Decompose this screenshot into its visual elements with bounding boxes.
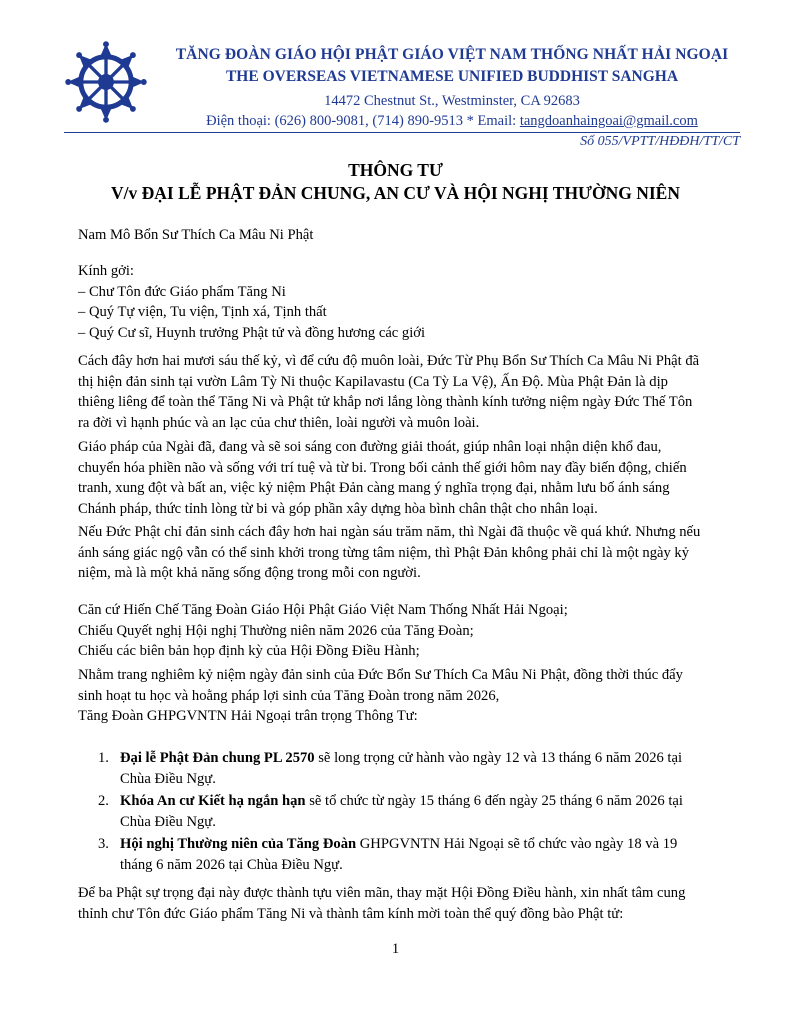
event-detail: sẽ tổ chức từ ngày 15 tháng 6 đến ngày 25 tháng 6 năm 2026 tại [305,793,683,809]
paragraph-line: Chánh pháp, thức tỉnh lòng từ bi và góp phần xây dựng hòa bình chân thật cho nhân loại. [78,500,598,517]
addressee-intro: Kính gởi: [78,263,134,279]
list-number: 1. [98,750,109,766]
paragraph-line: Nếu Đức Phật chỉ đản sinh cách đây hơn hai ngàn sáu trăm năm, thì Ngài đã thuộc về quá khứ. Nhưng nếu [78,524,701,540]
paragraph-3 [78,522,732,584]
event-detail: Chùa Điều Ngự. [120,770,216,787]
paragraph-line: ra đời vì hạnh phúc và an lạc của chư thiên, loài người và muôn loài. [78,414,480,431]
paragraph-line: Chiếu Quyết nghị Hội nghị Thường niên năm 2026 của Tăng Đoàn; [78,622,474,639]
event-detail: tháng 6 năm 2026 tại Chùa Điều Ngự. [120,856,343,873]
document-title: THÔNG TƯ [348,160,443,180]
paragraph-line: Cách đây hơn hai mươi sáu thế kỷ, vì để cứu độ muôn loài, Đức Từ Phụ Bổn Sư Thích Ca Mâu Ni Phật đã [78,353,700,369]
event-title: Khóa An cư Kiết hạ ngắn hạn [120,793,306,809]
list-number: 2. [98,793,109,809]
paragraph-1 [78,351,732,433]
list-item [78,748,732,789]
list-item [78,791,732,832]
phone-text: Điện thoại: (626) 800-9081, (714) 890-9513 * Email: [206,113,520,129]
header-divider [64,132,740,133]
paragraph-line: chuyển hóa phiền não và sống với trí tuệ và từ bi. Trong bối cảnh thế giới hôm nay đầy biến động, chiến [78,459,687,476]
paragraph-line: Để ba Phật sự trọng đại này được thành tựu viên mãn, thay mặt Hội Đồng Điều hành, xin nhất tâm cung [78,885,686,901]
greeting: Nam Mô Bổn Sư Thích Ca Mâu Ni Phật [78,227,314,243]
event-detail: Chùa Điều Ngự. [120,813,216,830]
paragraph-legal-basis [78,600,732,662]
page-number: 1 [391,941,400,957]
org-name-vietnamese: TĂNG ĐOÀN GIÁO HỘI PHẬT GIÁO VIỆT NAM THỐNG NHẤT HẢI NGOẠI [175,46,729,63]
list-number: 3. [98,836,109,852]
addressee-line: – Quý Cư sĩ, Huynh trưởng Phật tử và đồng hương các giới [78,324,426,341]
document-subject: V/v ĐẠI LỄ PHẬT ĐẢN CHUNG, AN CƯ VÀ HỘI NGHỊ THƯỜNG NIÊN [111,183,680,203]
dharma-wheel-icon [64,40,148,124]
org-contact [152,113,752,130]
addressee-line: – Chư Tôn đức Giáo phẩm Tăng Ni [78,283,286,300]
paragraph-line: ánh sáng giác ngộ vẫn có thể sinh khởi trong từng tâm niệm, thì Phật Đản không phải chỉ là một ngày kỷ [78,544,690,561]
addressee-line: – Quý Tự viện, Tu viện, Tịnh xá, Tịnh thất [78,304,327,320]
paragraph-line: thỉnh chư Tôn đức Giáo phẩm Tăng Ni và thành tâm kính mời toàn thể quý đồng bào Phật tử: [78,905,624,922]
paragraph-line: thiêng liêng để toàn thể Tăng Ni và Phật tử khắp nơi lắng lòng thành kính tưởng niệm ngày Đức Thế Tôn [78,394,693,410]
paragraph-purpose [78,665,732,727]
event-list [78,748,732,877]
document-number: Số 055/VPTT/HĐĐH/TT/CT [580,134,740,149]
paragraph-line: Chiếu các biên bản họp định kỳ của Hội Đồng Điều Hành; [78,643,420,659]
event-detail: sẽ long trọng cử hành vào ngày 12 và 13 tháng 6 năm 2026 tại [314,750,683,766]
paragraph-2 [78,437,732,519]
event-title: Hội nghị Thường niên của Tăng Đoàn [120,836,357,852]
list-item [78,834,732,875]
org-address: 14472 Chestnut St., Westminster, CA 92683 [324,93,580,109]
paragraph-line: Giáo pháp của Ngài đã, đang và sẽ soi sáng con đường giải thoát, giúp nhân loại nhận diện khổ đau, [78,439,662,455]
addressees [78,261,732,343]
paragraph-line: Nhằm trang nghiêm kỷ niệm ngày đản sinh của Đức Bổn Sư Thích Ca Mâu Ni Phật, đồng thời thúc đẩy [78,667,683,683]
paragraph-line: sinh hoạt tu học và hoằng pháp lợi sinh của Tăng Đoàn trong năm 2026, [78,687,500,704]
paragraph-line: Tăng Đoàn GHPGVNTN Hải Ngoại trân trọng Thông Tư: [78,708,418,724]
paragraph-line: niệm, mà là một khả năng sống động trong mỗi con người. [78,565,421,581]
paragraph-line: Căn cứ Hiến Chế Tăng Đoàn Giáo Hội Phật Giáo Việt Nam Thống Nhất Hải Ngoại; [78,602,568,618]
paragraph-invitation [78,883,732,924]
event-title: Đại lễ Phật Đản chung PL 2570 [120,750,315,766]
paragraph-line: thị hiện đản sinh tại vườn Lâm Tỳ Ni thuộc Kapilavastu (Ca Tỳ La Vệ), Ấn Độ. Mùa Phật Đản là dịp [78,373,668,390]
org-name-english: THE OVERSEAS VIETNAMESE UNIFIED BUDDHIST SANGHA [225,68,679,85]
event-detail: GHPGVNTN Hải Ngoại sẽ tổ chức vào ngày 18 và 19 [356,836,678,852]
email-link[interactable]: tangdoanhaingoai@gmail.com [519,113,698,129]
paragraph-line: tranh, xung đột và bất an, việc kỷ niệm Phật Đản càng mang ý nghĩa trọng đại, nhằm lưu bố ánh sáng [78,480,670,496]
